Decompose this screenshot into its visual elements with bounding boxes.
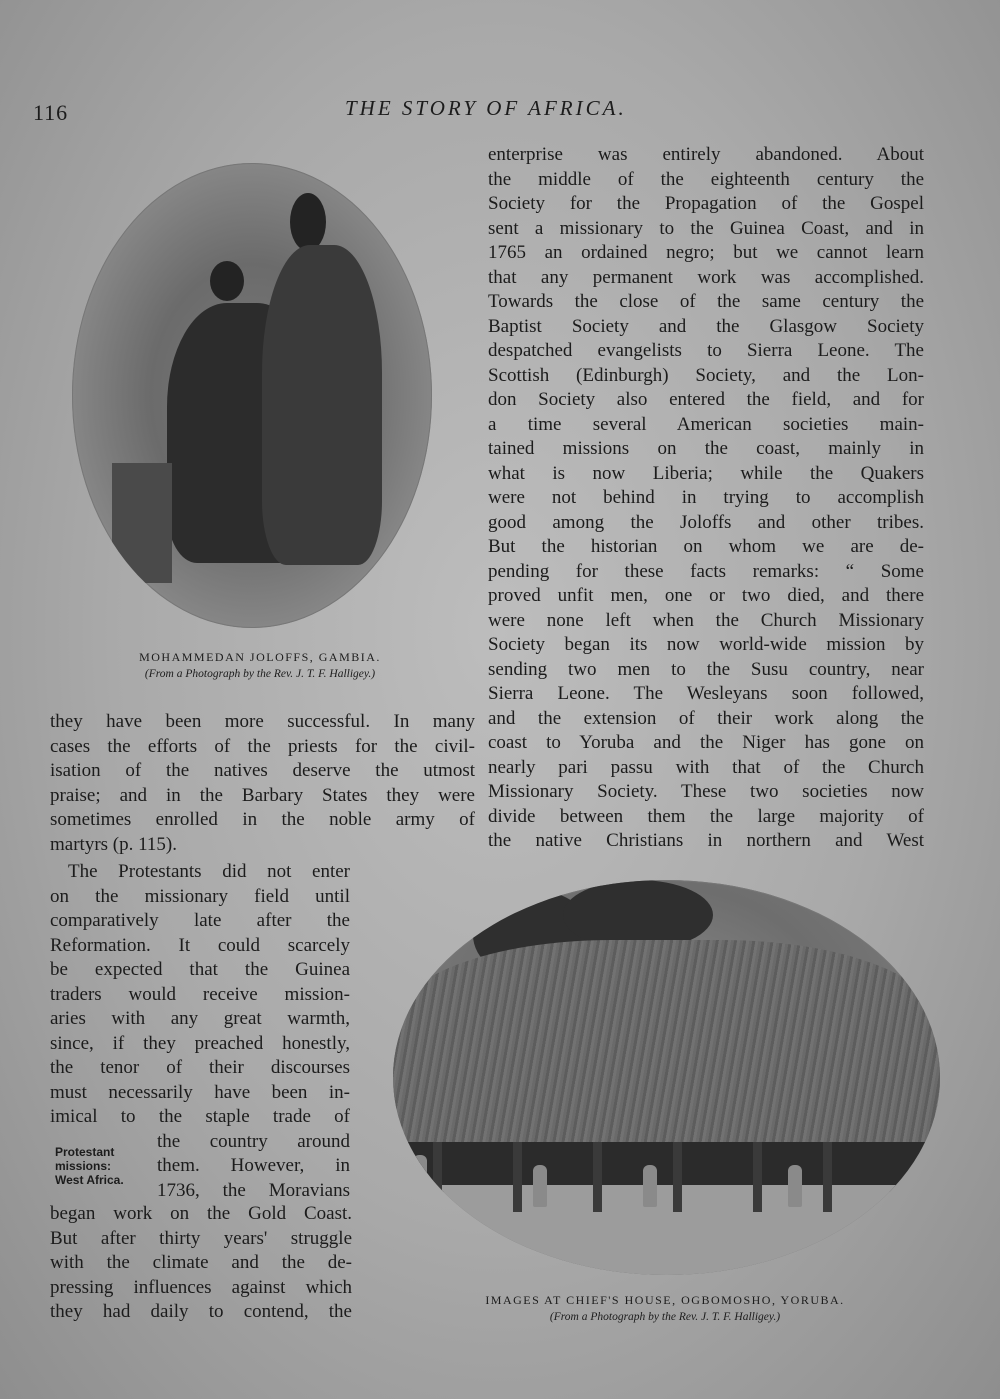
text-line: sending two men to the Susu country, near [488, 658, 924, 680]
text-line: sent a missionary to the Guinea Coast, and in [488, 217, 924, 239]
post [433, 1142, 442, 1212]
figure-caption: MOHAMMEDAN JOLOFFS, GAMBIA. [139, 650, 381, 664]
sidenote-line: West Africa. [55, 1173, 124, 1187]
text-line: martyrs (p. 115). [50, 833, 177, 855]
text-line: But after thirty years' struggle [50, 1227, 352, 1249]
text-line: were not behind in trying to accomplish [488, 487, 924, 508]
text-line: sometimes enrolled in the noble army of [50, 809, 475, 830]
carved-image [643, 1165, 657, 1207]
text-line: on the missionary field until [50, 885, 350, 907]
post [823, 1142, 832, 1212]
text-line: enterprise was entirely abandoned. About [488, 144, 924, 165]
text-line: traders would receive mission- [50, 983, 350, 1005]
standing-woman-robe [262, 245, 382, 565]
ground [393, 1185, 940, 1275]
figure-credit: (From a Photograph by the Rev. J. T. F. Halligey.) [144, 668, 376, 680]
post [593, 1142, 602, 1212]
text-line: Sierra Leone. The Wesleyans soon followed, [488, 683, 924, 704]
text-line: be expected that the Guinea [50, 959, 350, 980]
text-line: Society began its now world-wide mission by [488, 634, 924, 655]
text-line: praise; and in the Barbary States they were [50, 784, 475, 806]
text-line: aries with any great warmth, [50, 1008, 350, 1029]
page-number: 116 [33, 100, 69, 125]
text-line: the tenor of their discourses [50, 1057, 350, 1078]
right-column-text [488, 143, 924, 854]
seated-man-head [210, 261, 244, 301]
text-line: isation of the natives deserve the utmost [50, 760, 475, 781]
text-line: But the historian on whom we are de- [488, 536, 924, 557]
text-line: nearly pari passu with that of the Church [488, 756, 924, 778]
text-line: Reformation. It could scarcely [50, 934, 350, 956]
text-line: tained missions on the coast, mainly in [488, 438, 924, 459]
thatched-roof [393, 940, 940, 1150]
text-line: Missionary Society. These two societies now [488, 781, 924, 802]
text-line: divide between them the large majority of [488, 805, 924, 827]
text-line: 1736, the Moravians [157, 1179, 350, 1201]
figure-credit: (From a Photograph by the Rev. J. T. F. Halligey.) [549, 1311, 781, 1323]
text-line: don Society also entered the field, and for [488, 389, 924, 410]
text-line: the middle of the eighteenth century the [488, 168, 924, 190]
text-line: Baptist Society and the Glasgow Society [488, 315, 924, 337]
running-title: THE STORY OF AFRICA. [345, 96, 627, 120]
text-line: and the extension of their work along the [488, 707, 924, 729]
sidenote-line: missions: [55, 1159, 112, 1173]
text-line: comparatively late after the [50, 910, 350, 931]
carved-image [788, 1165, 802, 1207]
photo-chiefs-house [393, 880, 940, 1275]
text-line: The Protestants did not enter [68, 861, 350, 882]
text-line: despatched evangelists to Sierra Leone. The [488, 340, 924, 361]
left-column-paragraph-3 [50, 1202, 352, 1325]
text-line: they had daily to contend, the [50, 1301, 352, 1322]
carved-image [413, 1155, 427, 1197]
sidenote-line: Protestant [55, 1145, 115, 1159]
standing-woman-head [290, 193, 326, 251]
figure-caption: IMAGES AT CHIEF'S HOUSE, OGBOMOSHO, YORUBA. [485, 1293, 845, 1307]
text-line: must necessarily have been in- [50, 1081, 350, 1103]
text-line: pending for these facts remarks: “ Some [488, 560, 924, 582]
text-line: 1765 an ordained negro; but we cannot learn [488, 242, 924, 263]
left-column-paragraph-1 [50, 710, 475, 857]
text-line: since, if they preached honestly, [50, 1032, 350, 1054]
carved-image [533, 1165, 547, 1207]
post [513, 1142, 522, 1212]
text-line: began work on the Gold Coast. [50, 1203, 352, 1224]
text-line: coast to Yoruba and the Niger has gone on [488, 732, 924, 753]
text-line: Towards the close of the same century the [488, 291, 924, 312]
text-line: cases the efforts of the priests for the civil- [50, 735, 475, 757]
post [753, 1142, 762, 1212]
text-line: Scottish (Edinburgh) Society, and the Lon- [488, 364, 924, 386]
text-line: what is now Liberia; while the Quakers [488, 462, 924, 484]
photo-joloffs [72, 163, 432, 628]
text-line: with the climate and the de- [50, 1252, 352, 1273]
text-line: proved unfit men, one or two died, and there [488, 585, 924, 606]
text-line: pressing influences against which [50, 1276, 352, 1298]
text-line: the country around [157, 1130, 350, 1152]
margin-sidenote [55, 1145, 124, 1187]
text-line: Society for the Propagation of the Gospel [488, 193, 924, 214]
text-line: imical to the staple trade of [50, 1106, 350, 1127]
text-line: a time several American societies main- [488, 413, 924, 435]
text-line: were none left when the Church Missionary [488, 609, 924, 631]
chair [112, 463, 172, 583]
post [673, 1142, 682, 1212]
text-line: that any permanent work was accomplished. [488, 266, 924, 288]
text-line: good among the Joloffs and other tribes. [488, 511, 924, 533]
text-line: the native Christians in northern and West [488, 830, 924, 851]
text-line: they have been more successful. In many [50, 711, 475, 732]
text-line: them. However, in [157, 1155, 350, 1176]
